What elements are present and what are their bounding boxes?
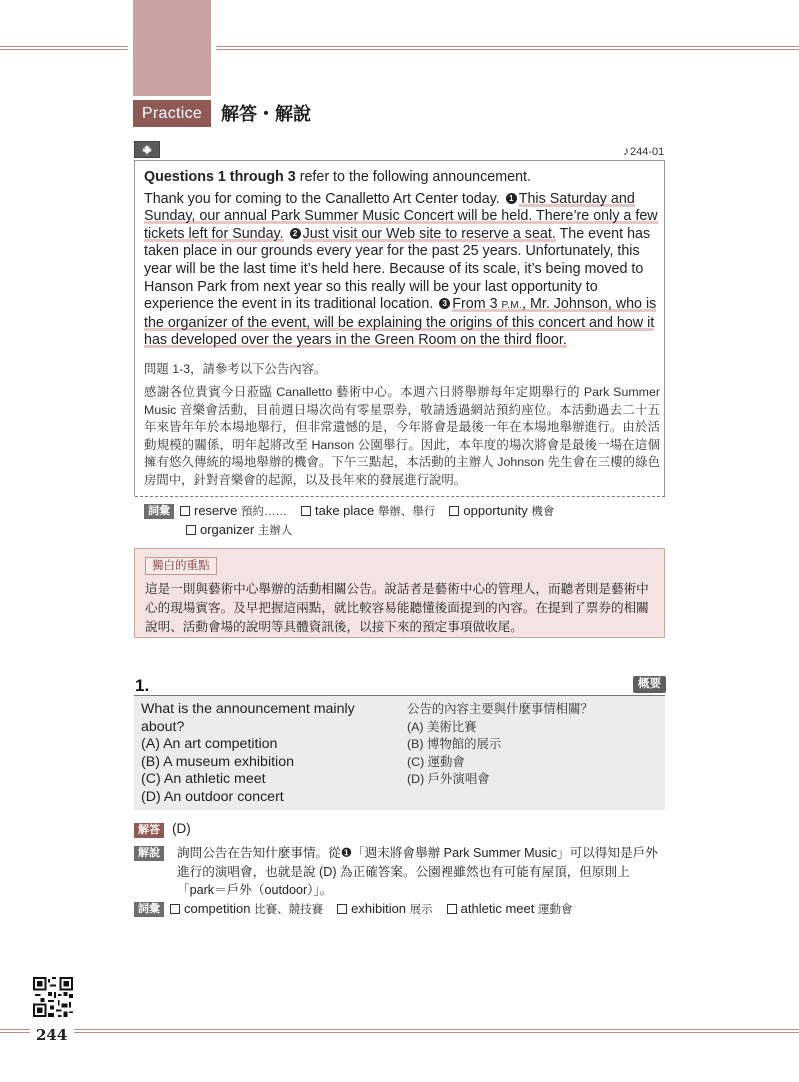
top-rule-left <box>0 46 128 50</box>
question-number: 1. <box>135 676 150 695</box>
vocab-row-script <box>144 502 568 540</box>
checkbox-icon <box>337 904 347 914</box>
option-a-zh: (A) 美術比賽 <box>407 719 477 734</box>
script-box <box>134 160 665 496</box>
page-number: 244 <box>36 1026 68 1044</box>
vocab-item: exhibition 展示 <box>337 901 433 916</box>
vocab-item: athletic meet 運動會 <box>447 901 573 916</box>
option-b[interactable]: (B) A museum exhibition <box>141 753 294 770</box>
answer-value: (D) <box>172 821 191 836</box>
script-english <box>144 169 659 350</box>
marker-2-icon: 2 <box>290 228 301 239</box>
question-text-zh: 公告的內容主要與什麼事情相關？ <box>407 702 593 716</box>
canada-flag-icon <box>134 141 160 158</box>
highlight-3: From 3 P.M., Mr. Johnson, who is the organizer of the event, will be explaining the origins of this concert and how it has developed over the years in the Green Room on the third floor. <box>144 296 657 349</box>
vocab-item: reserve 預約…… <box>180 503 287 518</box>
option-b-zh: (B) 博物館的展示 <box>407 737 502 752</box>
question-text: What is the announcement mainly about? <box>141 701 355 735</box>
point-text: 這是一則與藝術中心舉辦的活動相關公告。說話者是藝術中心的管理人，而聽者則是藝術中心的現場賓客。及早把握這兩點，就比較容易能聽懂後面提到的內容。在提到了票券的相關說明、活動會場的說明等具體資訊後，以接下來的預定事項做收尾。 <box>145 582 649 634</box>
audio-track-id[interactable]: ♪244-01 <box>623 144 665 158</box>
maple-leaf-icon <box>141 144 153 156</box>
vocab-tag: 詞彙 <box>134 902 164 917</box>
monologue-point-box <box>134 548 665 638</box>
checkbox-icon <box>180 506 190 516</box>
dashed-divider <box>135 496 665 497</box>
option-d[interactable]: (D) An outdoor concert <box>141 788 284 805</box>
qr-code-icon[interactable] <box>33 977 73 1017</box>
question-english <box>141 701 371 807</box>
question-chinese <box>407 701 657 789</box>
bottom-rule-left <box>0 1029 30 1033</box>
script-chinese-title: 問題 1-3，請參考以下公告內容。 <box>144 362 327 376</box>
checkbox-icon <box>447 904 457 914</box>
practice-badge: Practice <box>133 100 211 127</box>
highlight-1: This Saturday and Sunday, our annual Park Summer Music Concert will be held. There’re only a few tickets left for Sunday. <box>144 190 658 242</box>
checkbox-icon <box>449 506 459 516</box>
header-tab-block <box>133 0 211 96</box>
script-body: Thank you for coming to the Canalletto Art Center today. 1 This Saturday and Sunday, our annual Park Summer Music Concert will be held. There’re only a few tickets left for Sunday. 2 Just visit our Web site to reserve a seat. The event has taken place in our grounds every year for the past 25 years. Unfortunately, this year will be the last time it’s held here. Because of its scale, it’s being moved to Hanson Park from next year so this really will be your last opportunity to experience the event in its traditional location. 3 From 3 P.M., Mr. Johnson, who is the organizer of the event, will be explaining the origins of this concert and how it has developed over the years in the Green Room on the third floor. <box>144 190 658 349</box>
vocab-item: organizer 主辦人 <box>186 522 292 537</box>
answer-line <box>134 821 191 838</box>
option-a[interactable]: (A) An art competition <box>141 736 278 753</box>
highlight-2: Just visit our Web site to reserve a seat. <box>302 225 556 242</box>
question-box <box>134 696 665 810</box>
vocab-item: take place 舉辦、舉行 <box>301 503 435 518</box>
option-d-zh: (D) 戶外演唱會 <box>407 772 490 787</box>
checkbox-icon <box>301 506 311 516</box>
checkbox-icon <box>186 525 196 535</box>
section-title: 解答・解說 <box>221 104 311 124</box>
script-intro: Questions 1 through 3 refer to the following announcement. <box>144 169 531 185</box>
vocab-item: opportunity 機會 <box>449 503 554 518</box>
vocab-tag: 詞彙 <box>144 504 174 519</box>
explanation-block <box>134 844 665 900</box>
answer-tag: 解答 <box>134 823 164 838</box>
explanation-text: 詢問公告在告知什麼事情。從❶「週末將會舉辦 Park Summer Music」可以得知是戶外進行的演唱會，也就是說 (D) 為正確答案。公園裡雖然也有可能有屋頂，但原則上「park＝戶外（outdoor）」。 <box>177 846 658 897</box>
bottom-rule-right <box>74 1029 799 1033</box>
question-category-badge: 概要 <box>633 676 666 693</box>
marker-1-icon: 1 <box>506 193 517 204</box>
vocab-item: competition 比賽、競技賽 <box>170 901 323 916</box>
music-note-icon: ♪ <box>623 144 629 158</box>
option-c-zh: (C) 運動會 <box>407 754 465 769</box>
script-chinese-body: 感謝各位貴賓今日蒞臨 Canalletto 藝術中心。本週六日將舉辦每年定期舉行的 Park Summer Music 音樂會活動，目前週日場次尚有零星票券，敬請透過網站預約座位。本活動過去二十五年來皆年年於本場地舉行，但非常遺憾的是，今年將會是最後一年在本場地舉辦進行。由於活動規模的關係，明年起將改至 Hanson 公園舉行。因此，本年度的場次將會是最後一場在這個擁有悠久傳統的場地舉辦的機會。下午三點起，本活動的主辦人 Johnson 先生會在三樓的綠色房間中，針對音樂會的起源，以及長年來的發展進行說明。 <box>144 385 660 487</box>
option-c[interactable]: (C) An athletic meet <box>141 771 266 788</box>
marker-3-icon: 3 <box>439 298 450 309</box>
checkbox-icon <box>170 904 180 914</box>
explanation-tag: 解說 <box>134 846 164 861</box>
vocab-row-question <box>134 900 587 919</box>
point-tag: 獨白的重點 <box>145 557 217 575</box>
vocab-item-row2 <box>186 521 568 540</box>
top-rule-right <box>216 46 799 50</box>
